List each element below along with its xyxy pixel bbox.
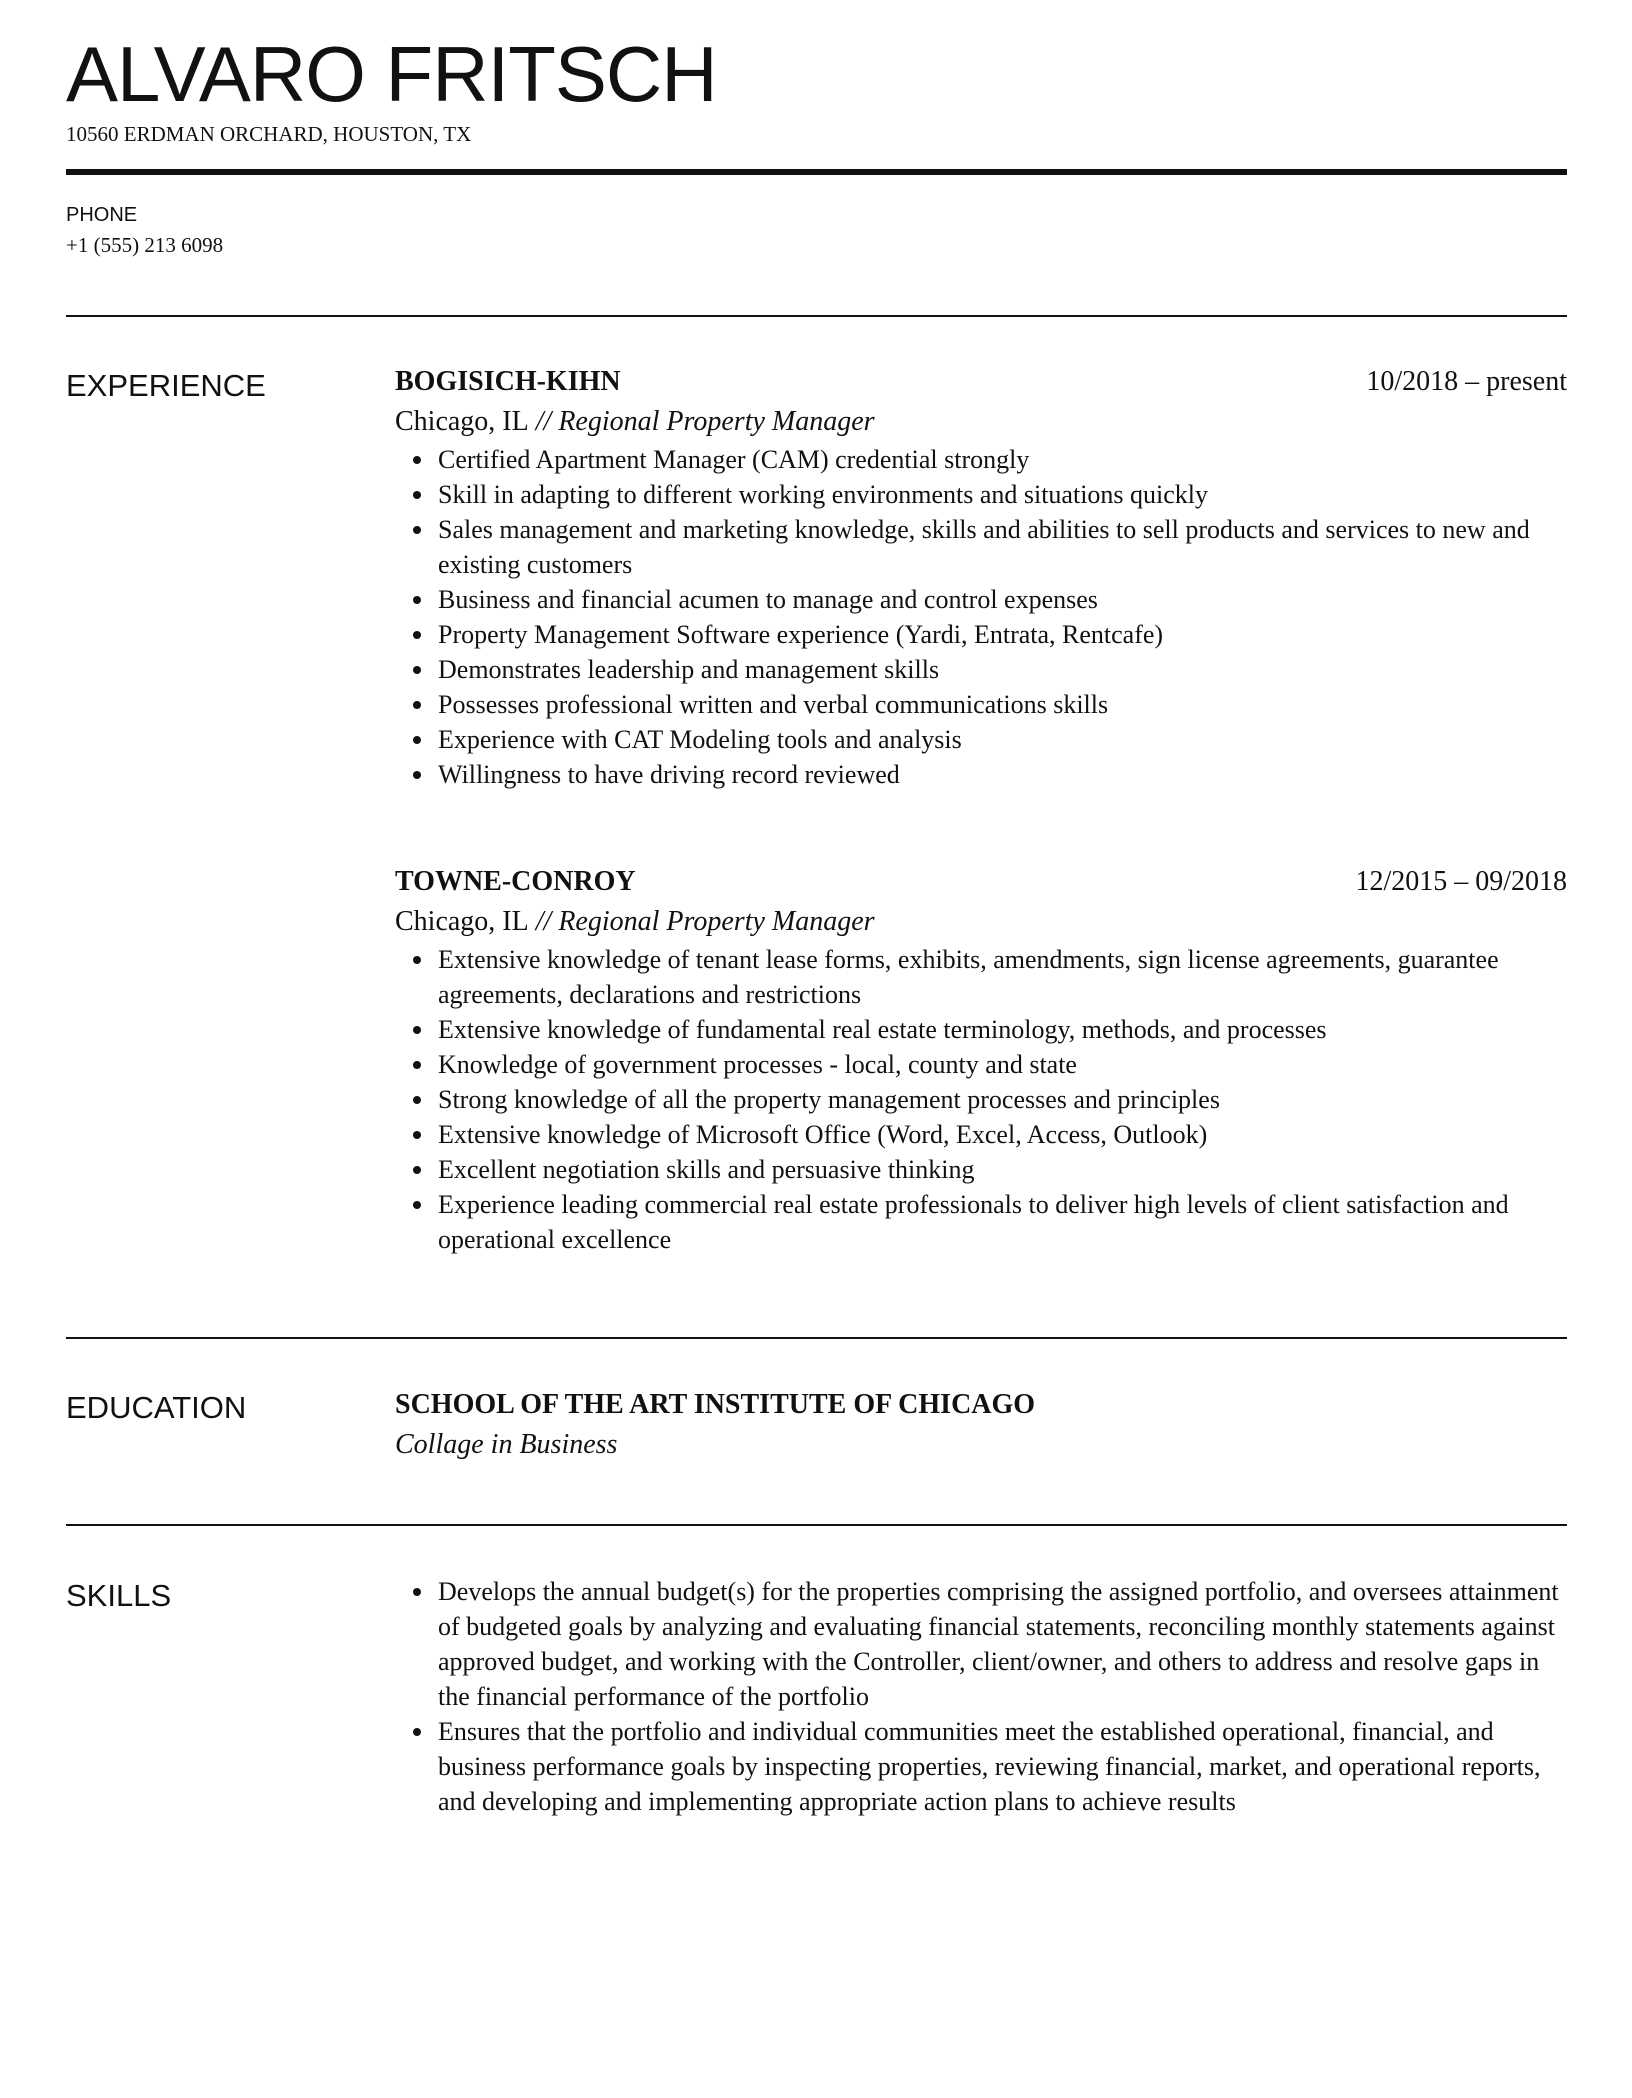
job-subline: [395, 402, 1567, 442]
section-divider: [66, 315, 1567, 317]
job-bullet: Willingness to have driving record reviewed: [438, 757, 1567, 792]
skills-entry: [395, 1574, 1567, 1819]
job-bullet: Extensive knowledge of fundamental real estate terminology, methods, and processes: [438, 1012, 1567, 1047]
job-bullet: Strong knowledge of all the property management processes and principles: [438, 1082, 1567, 1117]
job-role: Regional Property Manager: [558, 906, 875, 937]
section-divider: [66, 1337, 1567, 1339]
phone-number: +1 (555) 213 6098: [66, 233, 224, 257]
job-separator: //: [528, 906, 559, 937]
school-name: SCHOOL OF THE ART INSTITUTE OF CHICAGO: [395, 1389, 1036, 1420]
job-company: BOGISICH-KIHN: [395, 366, 621, 397]
job-location: Chicago, IL: [395, 406, 529, 437]
skill-bullet: Ensures that the portfolio and individual communities meet the established operational, financial, and business performance goals by inspecting properties, reviewing financial, market, and operational reports, and developing and implementing appropriate action plans to achieve results: [438, 1714, 1567, 1819]
job-role: Regional Property Manager: [558, 406, 875, 437]
job-bullet: Experience with CAT Modeling tools and analysis: [438, 722, 1567, 757]
job-bullet: Extensive knowledge of tenant lease forms, exhibits, amendments, sign license agreements, guarantee agreements, declarations and restrictions: [438, 942, 1567, 1012]
job-separator: //: [528, 406, 559, 437]
skills-heading: SKILLS: [66, 1578, 172, 1613]
job-entry: [395, 862, 1567, 1257]
job-bullet: Property Management Software experience (Yardi, Entrata, Rentcafe): [438, 617, 1567, 652]
job-bullet: Demonstrates leadership and management skills: [438, 652, 1567, 687]
skill-bullet: Develops the annual budget(s) for the properties comprising the assigned portfolio, and oversees attainment of budgeted goals by analyzing and evaluating financial statements, reconciling monthly statements against approved budget, and working with the Controller, client/owner, and others to address and resolve gaps in the financial performance of the portfolio: [438, 1574, 1567, 1714]
job-entry: [395, 362, 1567, 792]
job-dates: 12/2015 – 09/2018: [1355, 866, 1567, 897]
education-heading: EDUCATION: [66, 1390, 247, 1425]
header-divider: [66, 169, 1567, 175]
job-bullet: Extensive knowledge of Microsoft Office (Word, Excel, Access, Outlook): [438, 1117, 1567, 1152]
experience-heading: EXPERIENCE: [66, 368, 266, 403]
job-bullet: Certified Apartment Manager (CAM) credential strongly: [438, 442, 1567, 477]
job-bullet-list: [395, 942, 1567, 1257]
phone-label: PHONE: [66, 204, 138, 226]
job-bullet: Knowledge of government processes - local, county and state: [438, 1047, 1567, 1082]
job-location: Chicago, IL: [395, 906, 529, 937]
candidate-address: 10560 ERDMAN ORCHARD, HOUSTON, TX: [66, 122, 472, 146]
degree: Collage in Business: [395, 1429, 618, 1460]
job-bullet: Business and financial acumen to manage and control expenses: [438, 582, 1567, 617]
job-bullet: Skill in adapting to different working environments and situations quickly: [438, 477, 1567, 512]
job-subline: [395, 902, 1567, 942]
section-divider: [66, 1524, 1567, 1526]
skills-bullet-list: [395, 1574, 1567, 1819]
job-bullet: Possesses professional written and verbal communications skills: [438, 687, 1567, 722]
job-bullet: Experience leading commercial real estate professionals to deliver high levels of client satisfaction and operational excellence: [438, 1187, 1567, 1257]
education-entry: [395, 1385, 1567, 1465]
job-dates: 10/2018 – present: [1366, 366, 1567, 397]
job-company: TOWNE-CONROY: [395, 866, 636, 897]
job-bullet-list: [395, 442, 1567, 792]
job-bullet: Sales management and marketing knowledge, skills and abilities to sell products and services to new and existing customers: [438, 512, 1567, 582]
job-bullet: Excellent negotiation skills and persuasive thinking: [438, 1152, 1567, 1187]
candidate-name: ALVARO FRITSCH: [66, 30, 717, 118]
